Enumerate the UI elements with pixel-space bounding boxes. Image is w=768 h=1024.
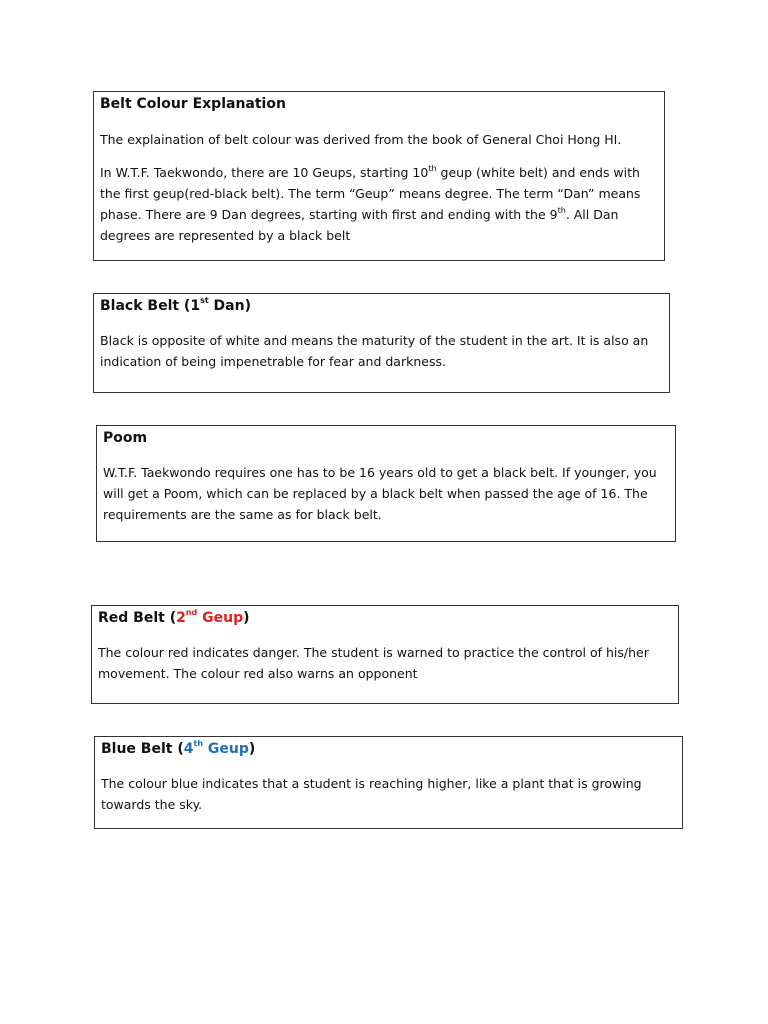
intro-box (93, 91, 665, 261)
red-belt-text: The colour red indicates danger. The student is warned to practice the control of his/her movement. The colour red also warns an opponent (98, 645, 649, 681)
black-belt-title-suffix: Dan) (208, 298, 251, 314)
blue-belt-title-number: 4 (183, 741, 194, 757)
red-belt-title-close: ) (243, 610, 250, 626)
poom-text: W.T.F. Taekwondo requires one has to be 16 years old to get a black belt. If younger, you will get a Poom, which can be replaced by a black belt when passed the age of 16. The requirements are the same as for black belt. (103, 465, 657, 522)
blue-belt-box (94, 736, 683, 829)
black-belt-box (93, 293, 670, 393)
red-belt-title-text: Red Belt ( (98, 610, 177, 626)
intro-p2-part-c: . All Dan degrees are represented by a black belt (100, 207, 619, 243)
red-belt-title-sup: nd (185, 608, 198, 618)
blue-belt-title-text: Blue Belt ( (101, 741, 184, 757)
blue-belt-title-geup: Geup (203, 741, 249, 757)
poom-title: Poom (103, 430, 148, 446)
intro-p2-part-a: In W.T.F. Taekwondo, there are 10 Geups, starting 10 (100, 165, 429, 180)
intro-title: Belt Colour Explanation (100, 96, 286, 112)
blue-belt-title-close: ) (248, 741, 256, 757)
intro-paragraph-2 (100, 162, 658, 246)
poom-box (96, 425, 676, 542)
red-belt-title (98, 608, 672, 628)
black-belt-title-sup: st (200, 296, 209, 306)
black-belt-title (100, 296, 663, 316)
red-belt-title-number: 2 (176, 610, 186, 626)
red-belt-title-geup: Geup (197, 610, 244, 626)
blue-belt-title-sup: th (193, 739, 204, 749)
black-belt-text: Black is opposite of white and means the maturity of the student in the art. It is also an indication of being impenetrable for fear and darkness. (100, 333, 649, 369)
blue-belt-title (101, 739, 676, 759)
intro-p2-part-b: geup (white belt) and ends with the first geup(red-black belt). The term “Geup” means degree. The term “Dan” means phase. There are 9 Dan degrees, starting with first and ending with the 9 (100, 165, 641, 222)
intro-paragraph-1: The explaination of belt colour was derived from the book of General Choi Hong HI. (100, 132, 622, 147)
blue-belt-text: The colour blue indicates that a student is reaching higher, like a plant that is growing towards the sky. (101, 776, 642, 812)
intro-p2-sup-1: th (428, 163, 437, 173)
red-belt-box (91, 605, 679, 704)
intro-p2-sup-2: th (557, 205, 566, 215)
black-belt-title-text: Black Belt (1 (100, 298, 201, 314)
